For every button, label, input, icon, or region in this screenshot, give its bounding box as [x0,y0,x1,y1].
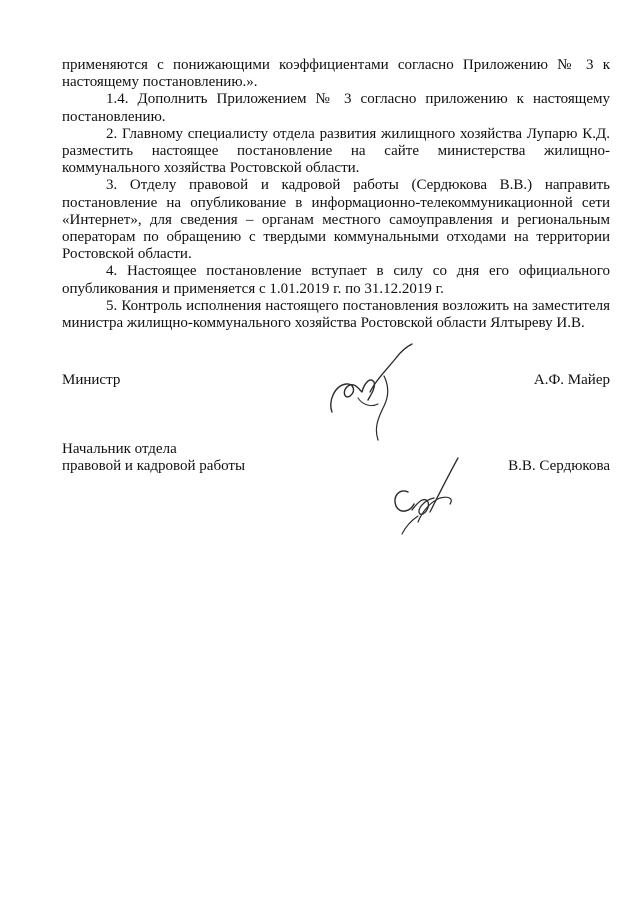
paragraph-1-4: 1.4. Дополнить Приложением № 3 согласно приложению к настоящему постановлению. [62,91,610,125]
paragraph-2: 2. Главному специалисту отдела развития жилищного хозяйства Лупарю К.Д. разместить настоящее постановление на сайте министерства жилищно-коммунального хозяйства Ростовской области. [62,125,610,177]
head-signature-image [378,452,468,542]
paragraph-3: 3. Отделу правовой и кадровой работы (Сердюкова В.В.) направить постановление на опубликование в информационно-телекоммуникационной сети «Интернет», для сведения – органам местного самоуправления и региональным операторам по обращению с твердыми коммунальными отходами на территории Ростовской области. [62,177,610,263]
paragraph-continuation: применяются с понижающими коэффициентами согласно Приложению № 3 к настоящему постановлению.». [62,57,610,91]
minister-signature-image [318,340,418,450]
paragraph-4: 4. Настоящее постановление вступает в силу со дня его официального опубликования и применяется с 1.01.2019 г. по 31.12.2019 г. [62,263,610,297]
head-title-line1: Начальник отдела [62,441,177,457]
document-body [62,57,610,332]
paragraph-5: 5. Контроль исполнения настоящего постановления возложить на заместителя министра жилищно-коммунального хозяйства Ростовской области Ялтыреву И.В. [62,297,610,332]
head-title-line2: правовой и кадровой работы [62,458,246,475]
minister-title: Министр [62,372,121,388]
head-title [62,441,245,475]
head-name: В.В. Сердюкова [508,458,610,475]
head-signature-block [62,441,610,475]
minister-name: А.Ф. Майер [533,372,610,388]
